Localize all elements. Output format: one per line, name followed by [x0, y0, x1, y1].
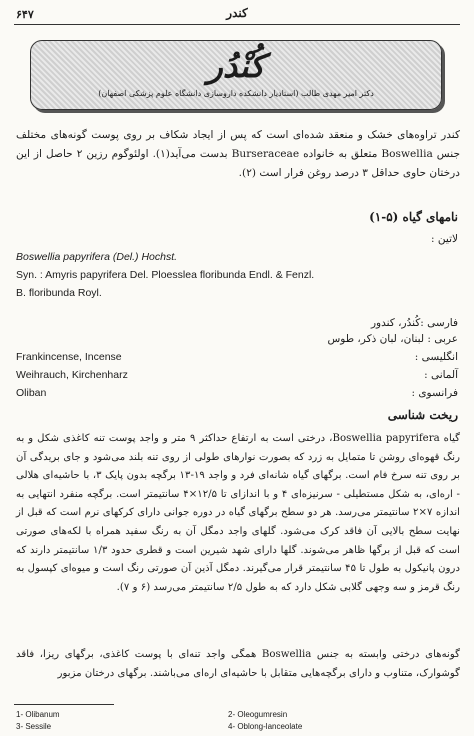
article-title: کُنْدُر	[207, 47, 265, 85]
intro-paragraph: کندر تراوه‌های خشک و منعقد شده‌ای است که پس از ایجاد شکاف بر روی پوست گونه‌های مختلف جنس Boswellia متعلق به خانواده Burseraceae بدست می‌آید(۱). اولئوگوم رزین ۲ حاصل از این درختان حاوی حداقل ۳ درصد روغن فرار است (۲).	[16, 129, 460, 179]
header-rule	[14, 24, 460, 25]
english-label: انگلیسی :	[414, 351, 458, 363]
footnote-2: 2- Oleogumresin	[228, 710, 288, 719]
running-title: کندر	[226, 6, 248, 20]
genus-paragraph: گونه‌های درختی وابسته به جنس Boswellia همگی واجد تنه‌ای با پوست کاغذی، برگهای ریزا، فاقد گوشوارک، متناوب و دارای برگچه‌هایی متقابل با حاشیه‌ای اره‌ای می‌باشند. برگهای درختان مزبور	[16, 649, 460, 679]
latin-name-3: B. floribunda Royl.	[16, 287, 102, 299]
german-name: Weihrauch, Kirchenharz	[16, 369, 128, 381]
latin-name-1: Boswellia papyrifera (Del.) Hochst.	[16, 251, 178, 263]
footnote-4: 4- Oblong-lanceolate	[228, 722, 303, 731]
morphology-paragraph: گیاه Boswellia papyrifera، درختی است به ارتفاع حداکثر ۹ متر و واجد پوست تنه کاغذی شکل و به رنگ قهوه‌ای روشن تا متمایل به زرد که بصورت نوارهای طولی از روی تنه بلند می‌شود و جای بریدگی آن بر روی تنه سرخ فام است. برگهای گیاه شانه‌ای فرد و واجد ۱۹-۱۳ برگچه بدون پایک ۳، با حاشیه‌ای هلالی - اره‌ای، به شکل مستطیلی - سرنیزه‌ای ۴ و با اندازای تا ۱۲/۵×۴ سانتیمتر است. برگچه منفرد انتهایی به اندازه ۷×۲ سانتیمتر می‌رسد. هر دو سطح برگهای گیاه در دوره جوانی دارای کرکهای نرم است که قبل از نهایت سطح بالایی آن فاقد کرک می‌شود. گلهای واجد دمگل آن به رنگ سفید همراه با لکه‌های صورتی است که قبل از برگها ظاهر می‌شوند. گلها دارای شهد شیرین است و قطری حدود ۱/۳ سانتیمتر دارند که درون پانیکول به طول تا ۴۵ سانتیمتر قرار می‌گیرند. دمگل آذین آن صورتی رنگ است و میوه‌ای کپسول به رنگ قرمز و سه وجهی گلابی شکل دارد که به طول ۲/۵ سانتیمتر می‌رسد (۶ و ۷).	[16, 433, 460, 593]
french-label: فرانسوی :	[411, 387, 458, 399]
section-heading-morphology: ریخت شناسی	[387, 408, 458, 422]
footnote-rule	[14, 704, 114, 705]
arabic-name: عربی : لبنان، لبان ذکر، طوس	[327, 333, 458, 345]
latin-label: لاتین :	[431, 233, 458, 245]
footnote-3: 3- Sessile	[16, 722, 52, 731]
page-number: ۶۴۷	[16, 8, 34, 21]
section-heading-names: نامهای گیاه (۵-۱)	[369, 210, 458, 224]
latin-name-2: Syn. : Amyris papyrifera Del. Ploesslea floribunda Endl. & Fenzl.	[16, 269, 315, 281]
author-line: دکتر امیر مهدی طالب (استادیار دانشکده داروسازی دانشگاه علوم پزشکی اصفهان)	[98, 89, 374, 98]
footnote-1: 1- Olibanum	[16, 710, 60, 719]
german-label: آلمانی :	[424, 369, 458, 381]
english-name: Frankincense, Incense	[16, 351, 122, 363]
title-banner	[30, 40, 442, 110]
persian-name: فارسی :کُندُر، کندور	[370, 317, 458, 329]
french-name: Oliban	[16, 387, 47, 399]
